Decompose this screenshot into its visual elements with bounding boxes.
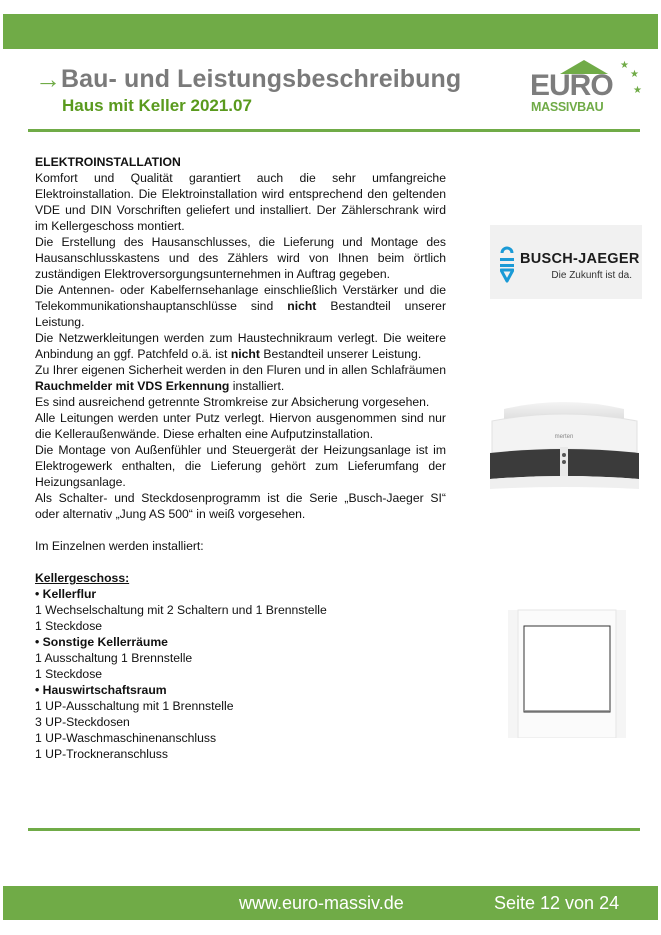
- list-item: 1 Steckdose: [35, 619, 103, 633]
- euro-massivbau-logo: [528, 58, 653, 120]
- footer-band: [3, 886, 658, 920]
- paragraph: Als Schalter- und Steckdosenprogramm ist die Serie „Busch-Jaeger SI“ oder alternativ „Jung AS 500“ in weiß vorgesehen.: [35, 491, 446, 521]
- header-band: [3, 14, 658, 49]
- arrow-right-icon: →: [35, 64, 61, 94]
- spacer: [35, 554, 446, 570]
- text: installiert.: [229, 379, 285, 393]
- room-heading: • Hauswirtschaftsraum: [35, 683, 167, 697]
- paragraph: [35, 330, 446, 362]
- list-item: 1 UP-Trockneranschluss: [35, 747, 168, 761]
- list-item: 3 UP-Steckdosen: [35, 715, 130, 729]
- paragraph: [35, 282, 446, 330]
- smoke-detector-brand: merten: [554, 434, 574, 440]
- busch-jaeger-logo: [490, 225, 642, 299]
- light-switch-image: [504, 604, 630, 738]
- section-heading: ELEKTROINSTALLATION: [35, 155, 181, 169]
- busch-jaeger-claim: Die Zukunft ist da.: [551, 270, 632, 281]
- footer-divider: [28, 828, 640, 831]
- text: Bestandteil unserer Leistung.: [35, 299, 446, 329]
- logo-main-text: EURO: [530, 69, 613, 102]
- paragraph: Es sind ausreichend getrennte Stromkreise zur Absicherung vorgesehen.: [35, 395, 430, 409]
- paragraph: Alle Leitungen werden unter Putz verlegt. Hiervon ausgenommen sind nur die Kelleraußenwände. Diese erhalten eine Aufputzinstallation.: [35, 411, 446, 441]
- section-content: [35, 154, 446, 762]
- room-heading: • Kellerflur: [35, 587, 97, 601]
- emphasis: nicht: [287, 299, 317, 313]
- list-item: 1 Ausschaltung 1 Brennstelle: [35, 651, 193, 665]
- page-number: Seite 12 von 24: [494, 893, 620, 913]
- star-icon: ★: [633, 85, 642, 96]
- paragraph: [35, 362, 446, 394]
- list-item: 1 UP-Ausschaltung mit 1 Brennstelle: [35, 699, 234, 713]
- star-icon: ★: [620, 60, 629, 71]
- room-heading: • Sonstige Kellerräume: [35, 635, 168, 649]
- list-item: 1 Wechselschaltung mit 2 Schaltern und 1 Brennstelle: [35, 603, 327, 617]
- star-icon: ★: [630, 69, 639, 80]
- text: Bestandteil unserer Leistung.: [259, 347, 422, 361]
- list-item: 1 Steckdose: [35, 667, 103, 681]
- page-subtitle: Haus mit Keller 2021.07: [62, 96, 252, 115]
- paragraph: Die Erstellung des Hausanschlusses, die Lieferung und Montage des Hausanschlusskastens und des Zählers wird von Ihnen beim örtlich zuständigen Elektroversorgungsunternehmen in Auftrag gegeben.: [35, 235, 446, 281]
- text: Zu Ihrer eigenen Sicherheit werden in den Fluren und in allen Schlafräumen: [35, 363, 446, 377]
- busch-jaeger-name: BUSCH-JAEGER: [520, 251, 640, 267]
- logo-sub-text: MASSIVBAU: [531, 100, 604, 114]
- busch-jaeger-mark-icon: [500, 245, 514, 283]
- emphasis: nicht: [230, 347, 260, 361]
- text: Die Netzwerkleitungen werden zum Haustechnikraum verlegt. Die weitere Anbindung an ggf. Patchfeld o.ä. ist: [35, 331, 446, 361]
- header-divider: [28, 129, 640, 132]
- smoke-detector-image: [482, 395, 647, 490]
- emphasis: Rauchmelder mit VDS Erkennung: [35, 379, 230, 393]
- text: Die Antennen- oder Kabelfernsehanlage einschließlich Verstärker und die Telekommunikationshauptanschlüsse sind: [35, 283, 446, 313]
- page-title: Bau- und Leistungsbeschreibung: [61, 65, 462, 93]
- list-intro: Im Einzelnen werden installiert:: [35, 539, 204, 553]
- spacer: [35, 522, 446, 538]
- floor-heading: Kellergeschoss:: [35, 571, 130, 585]
- list-item: 1 UP-Waschmaschinenanschluss: [35, 731, 217, 745]
- paragraph: Komfort und Qualität garantiert auch die sehr umfangreiche Elektroinstallation. Die Elektroinstallation wird entsprechend den geltenden VDE und DIN Vorschriften geliefert und installiert. Der Zählerschrank wird im Kellergeschoss montiert.: [35, 171, 446, 233]
- paragraph: Die Montage von Außenfühler und Steuergerät der Heizungsanlage ist im Elektrogewerk enthalten, die Lieferung gehört zum Lieferumfang der Heizungsanlage.: [35, 443, 446, 489]
- website-link[interactable]: www.euro-massiv.de: [239, 893, 404, 913]
